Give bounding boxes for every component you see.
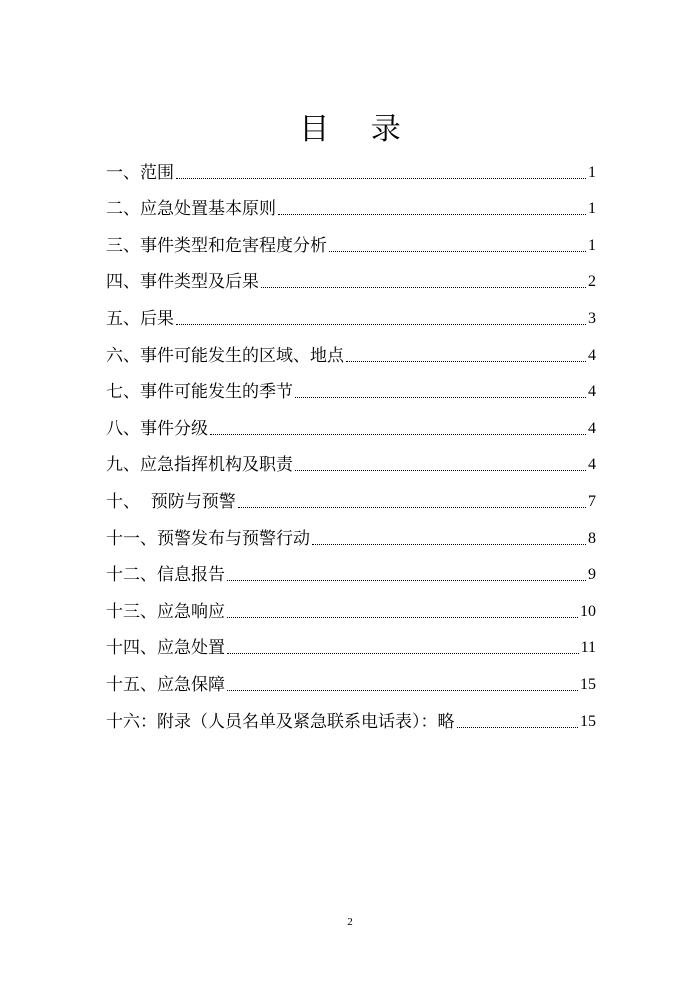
toc-entry-label: 六、事件可能发生的区域、地点 [106, 345, 344, 366]
toc-entry-label: 二、应急处置基本原则 [106, 199, 276, 220]
toc-entry-page: 15 [580, 675, 596, 693]
toc-entry-label: 十、 预防与预警 [106, 491, 236, 512]
toc-entry-label: 十二、信息报告 [106, 565, 225, 586]
toc-entry-label: 十五、应急保障 [106, 674, 225, 695]
toc-entry[interactable] [106, 154, 596, 191]
toc-entry-label: 五、后果 [106, 308, 174, 329]
toc-entry-page: 3 [588, 309, 596, 327]
toc-entry-page: 8 [588, 529, 596, 547]
toc-entry-page: 4 [588, 419, 596, 437]
toc-leader-dots [227, 580, 586, 581]
toc-entry-page: 4 [588, 383, 596, 401]
toc-entry-label: 三、事件类型和危害程度分析 [106, 235, 327, 256]
toc-entry[interactable] [106, 520, 596, 557]
toc-entry-label: 十三、应急响应 [106, 601, 225, 622]
toc-entry-label: 一、范围 [106, 162, 174, 183]
toc-entry[interactable] [106, 703, 596, 740]
toc-entry[interactable] [106, 593, 596, 630]
toc-entry-label: 八、事件分级 [106, 418, 208, 439]
toc-entry-label: 九、应急指挥机构及职责 [106, 455, 293, 476]
toc-leader-dots [176, 178, 586, 179]
toc-leader-dots [210, 434, 586, 435]
toc-entry[interactable] [106, 410, 596, 447]
toc-leader-dots [312, 544, 586, 545]
toc-entry-page: 1 [588, 200, 596, 218]
toc-leader-dots [227, 617, 578, 618]
toc-entry[interactable] [106, 557, 596, 594]
toc-entry-page: 15 [580, 712, 596, 730]
toc-entry-page: 10 [580, 602, 596, 620]
toc-leader-dots [261, 287, 586, 288]
toc-entry-page: 4 [588, 346, 596, 364]
toc-entry[interactable] [106, 191, 596, 228]
toc-entry[interactable] [106, 666, 596, 703]
toc-leader-dots [176, 324, 586, 325]
toc-leader-dots [457, 727, 579, 728]
toc-entry-label: 十一、预警发布与预警行动 [106, 528, 310, 549]
toc-entry[interactable] [106, 300, 596, 337]
toc-leader-dots [227, 653, 579, 654]
toc-entry-label: 四、事件类型及后果 [106, 272, 259, 293]
toc-entry[interactable] [106, 630, 596, 667]
toc-leader-dots [295, 397, 586, 398]
toc-entry-page: 2 [588, 273, 596, 291]
toc-leader-dots [346, 361, 586, 362]
toc-entry[interactable] [106, 264, 596, 301]
toc-leader-dots [329, 251, 586, 252]
toc-entry-page: 4 [588, 456, 596, 474]
toc-entry-page: 9 [588, 566, 596, 584]
page-number: 2 [347, 916, 353, 928]
toc-leader-dots [227, 690, 578, 691]
toc-entry-page: 11 [580, 639, 596, 657]
toc-entry[interactable] [106, 447, 596, 484]
toc-entry-page: 7 [588, 492, 596, 510]
toc-entry-page: 1 [588, 163, 596, 181]
toc-entry[interactable] [106, 227, 596, 264]
toc-entry-page: 1 [588, 236, 596, 254]
toc-list [106, 154, 596, 740]
toc-entry[interactable] [106, 483, 596, 520]
toc-entry[interactable] [106, 374, 596, 411]
toc-entry-label: 十六：附录（人员名单及紧急联系电话表）：略 [106, 711, 455, 732]
toc-leader-dots [238, 507, 586, 508]
toc-entry-label: 七、事件可能发生的季节 [106, 382, 293, 403]
toc-entry[interactable] [106, 337, 596, 374]
toc-entry-label: 十四、应急处置 [106, 638, 225, 659]
toc-leader-dots [295, 470, 586, 471]
toc-leader-dots [278, 214, 586, 215]
toc-title: 目 录 [299, 112, 417, 147]
